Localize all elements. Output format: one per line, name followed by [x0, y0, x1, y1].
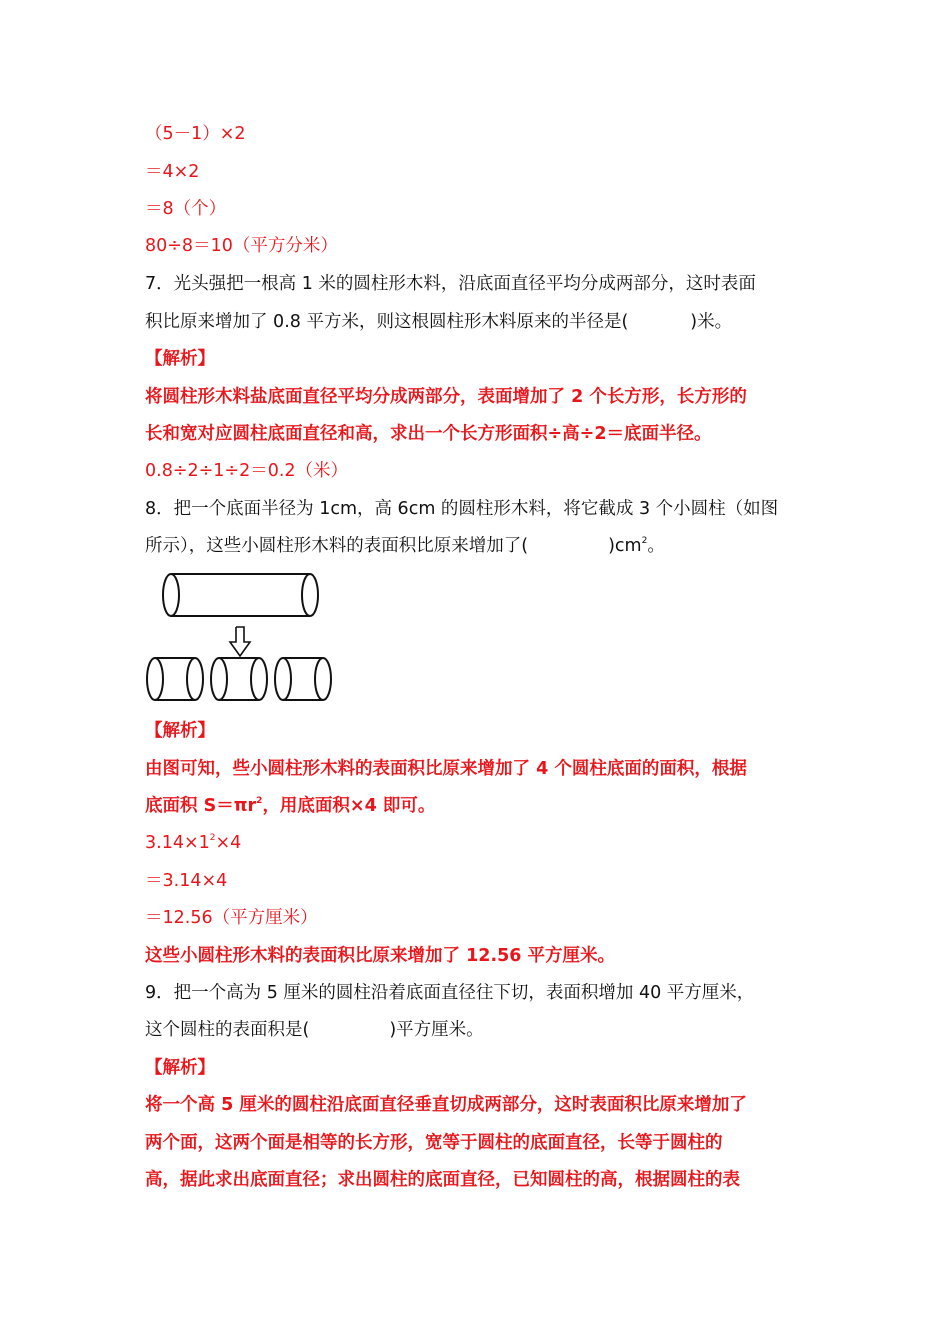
analysis-label: 【解析】 [145, 721, 215, 741]
question-9-text: 9．把一个高为 5 厘米的圆柱沿着底面直径往下切，表面积增加 40 平方厘米， [145, 983, 755, 1003]
analysis-text: 两个面，这两个面是相等的长方形，宽等于圆柱的底面直径，长等于圆柱的 [145, 1133, 723, 1153]
solution-line: ＝12.56（平方厘米） [145, 908, 318, 928]
analysis-text: 长和宽对应圆柱底面直径和高，求出一个长方形面积÷高÷2＝底面半径。 [145, 424, 712, 444]
analysis-label: 【解析】 [145, 1058, 215, 1078]
analysis-label: 【解析】 [145, 349, 215, 369]
small-cylinder [147, 658, 203, 700]
solution-line: ＝3.14×4 [145, 871, 228, 891]
solution-line: ＝8（个） [145, 199, 227, 219]
question-8-text: 8．把一个底面半径为 1cm，高 6cm 的圆柱形木料，将它截成 3 个小圆柱（如图 [145, 499, 779, 519]
conclusion-line: 这些小圆柱形木料的表面积比原来增加了 12.56 平方厘米。 [145, 946, 616, 966]
analysis-text-line2: 底面积 $S=\pi r^2$，用底面积×4 即可。 [145, 796, 436, 816]
solution-line: $3.14\times 1^2\times 4$ [145, 833, 242, 853]
solution-line: ＝4×2 [145, 162, 200, 182]
question-7-text-line2: 积比原来增加了 0.8 平方米，则这根圆柱形木料原来的半径是( )米。 [145, 312, 733, 332]
question-9-text-line2: 这个圆柱的表面积是( )平方厘米。 [145, 1020, 484, 1040]
solution-line: （5－1）×2 [145, 124, 246, 144]
analysis-text: 将圆柱形木料盐底面直径平均分成两部分，表面增加了 2 个长方形，长方形的 [145, 387, 747, 407]
analysis-text: 高，据此求出底面直径；求出圆柱的底面直径，已知圆柱的高，根据圆柱的表 [145, 1170, 740, 1190]
small-cylinder [275, 658, 331, 700]
analysis-text: 将一个高 5 厘米的圆柱沿底面直径垂直切成两部分，这时表面积比原来增加了 [145, 1095, 747, 1115]
question-7-text: 7．光头强把一根高 1 米的圆柱形木料，沿底面直径平均分成两部分，这时表面 [145, 274, 756, 294]
small-cylinder [211, 658, 267, 700]
solution-line: 80÷8＝10（平方分米） [145, 236, 338, 256]
analysis-text: 由图可知，些小圆柱形木料的表面积比原来增加了 4 个圆柱底面的面积，根据 [145, 759, 747, 779]
cylinder-cut-figure [140, 566, 340, 706]
solution-line: 0.8÷2÷1÷2＝0.2（米） [145, 461, 349, 481]
down-arrow-icon [230, 627, 250, 656]
question-8-text-line2: 所示），这些小圆柱形木料的表面积比原来增加了( )$cm^2$。 [145, 536, 665, 556]
long-cylinder [163, 574, 318, 616]
